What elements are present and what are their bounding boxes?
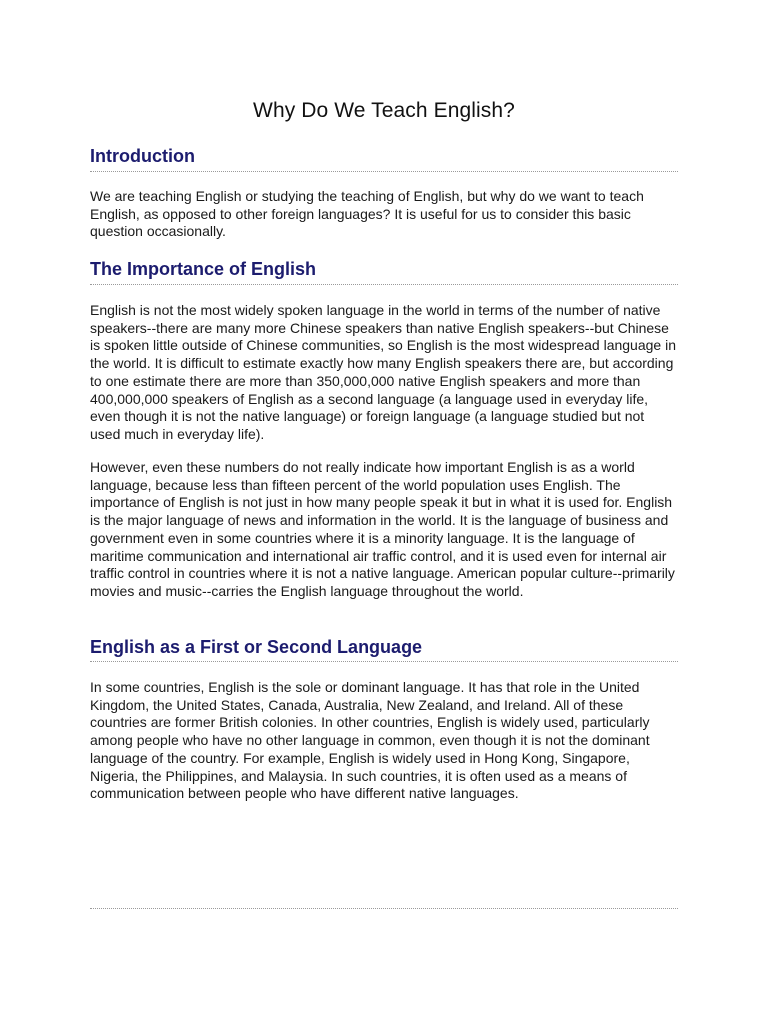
section-divider bbox=[90, 661, 678, 662]
section-divider bbox=[90, 171, 678, 172]
paragraph-introduction: We are teaching English or studying the teaching of English, but why do we want to teach English, as opposed to other foreign languages? It is useful for us to consider this basic question occasionally. bbox=[90, 188, 644, 240]
paragraph-importance-1: English is not the most widely spoken language in the world in terms of the number of native speakers--there are many more Chinese speakers than native English speakers--but Chinese is spoken little outside of Chinese communities, so English is the most widespread language in the world. It is difficult to estimate exactly how many English speakers there are, but according to one estimate there are more than 350,000,000 native English speakers and more than 400,000,000 speakers of English as a second language (a language used in everyday life, even though it is not the native language) or foreign language (a language studied but not used much in everyday life). bbox=[90, 302, 676, 442]
section-divider bbox=[90, 284, 678, 285]
paragraph-first-second-language: In some countries, English is the sole or dominant language. It has that role in the United Kingdom, the United States, Canada, Australia, New Zealand, and Ireland. All of these countries are former British colonies. In other countries, English is widely used, particularly among people who have no other language in common, even though it is not the dominant language of the country. For example, English is widely used in Hong Kong, Singapore, Nigeria, the Philippines, and Malaysia. In such countries, it is often used as a means of communication between people who have different native languages. bbox=[90, 679, 650, 802]
section-heading-introduction: Introduction bbox=[90, 146, 195, 166]
section-heading-first-second-language: English as a First or Second Language bbox=[90, 637, 423, 657]
page-footer-divider bbox=[90, 908, 678, 909]
section-heading-importance: The Importance of English bbox=[90, 259, 317, 279]
paragraph-importance-2: However, even these numbers do not really indicate how important English is as a world language, because less than fifteen percent of the world population uses English. The importance of English is not just in how many people speak it but in what it is used for. English is the major language of news and information in the world. It is the language of business and government even in some countries where it is a minority language. It is the language of maritime communication and international air traffic control, and it is used even for internal air traffic control in countries where it is not a native language. American popular culture--primarily movies and music--carries the English language throughout the world. bbox=[90, 459, 675, 599]
page-title: Why Do We Teach English? bbox=[253, 99, 515, 122]
